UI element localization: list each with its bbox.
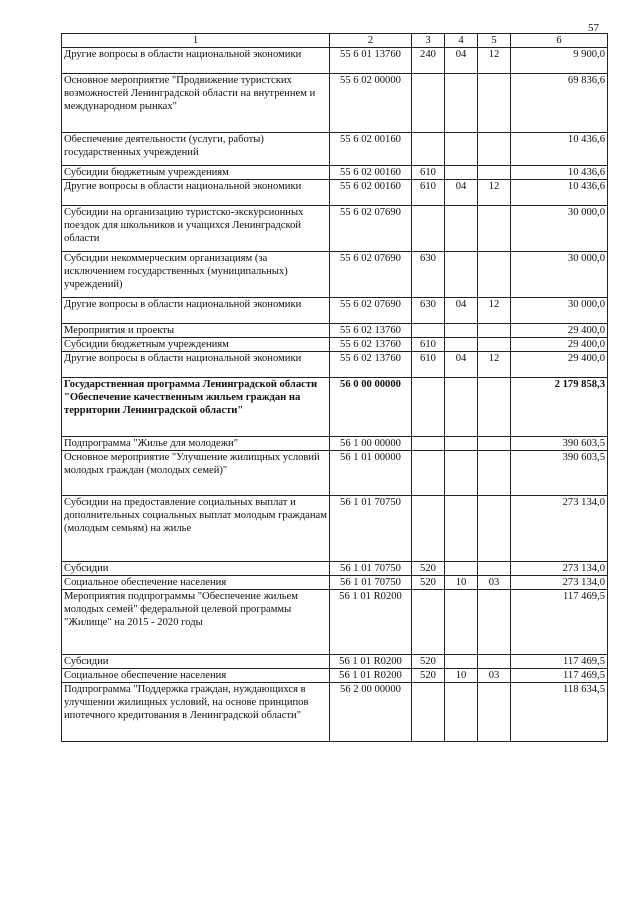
row-col-5: 12 bbox=[478, 180, 511, 206]
table-header-row bbox=[62, 34, 608, 48]
table-body bbox=[62, 48, 608, 742]
header-col-3: 3 bbox=[412, 34, 445, 48]
row-col-3 bbox=[412, 451, 445, 496]
row-amount: 273 134,0 bbox=[511, 496, 608, 562]
row-col-4 bbox=[445, 166, 478, 180]
row-code: 56 1 01 R0200 bbox=[330, 669, 412, 683]
table-row bbox=[62, 133, 608, 166]
row-amount: 273 134,0 bbox=[511, 562, 608, 576]
row-code: 55 6 02 00160 bbox=[330, 133, 412, 166]
row-col-5 bbox=[478, 252, 511, 298]
row-col-3: 610 bbox=[412, 338, 445, 352]
row-amount: 117 469,5 bbox=[511, 669, 608, 683]
row-col-3: 630 bbox=[412, 252, 445, 298]
row-col-5 bbox=[478, 562, 511, 576]
row-col-5 bbox=[478, 378, 511, 437]
row-col-3 bbox=[412, 74, 445, 133]
row-col-5: 03 bbox=[478, 669, 511, 683]
table-row bbox=[62, 298, 608, 324]
row-col-4: 04 bbox=[445, 298, 478, 324]
row-name: Субсидии на предоставление социальных выплат и дополнительных социальных выплат молодым гражданам (молодым семьям) на жилье bbox=[62, 496, 330, 562]
row-col-5 bbox=[478, 451, 511, 496]
row-col-4: 04 bbox=[445, 48, 478, 74]
row-name: Социальное обеспечение населения bbox=[62, 669, 330, 683]
row-code: 55 6 02 00160 bbox=[330, 180, 412, 206]
row-col-3 bbox=[412, 683, 445, 742]
row-code: 56 1 01 70750 bbox=[330, 496, 412, 562]
row-name: Другие вопросы в области национальной экономики bbox=[62, 298, 330, 324]
row-code: 55 6 02 07690 bbox=[330, 298, 412, 324]
table-row bbox=[62, 669, 608, 683]
header-col-1: 1 bbox=[62, 34, 330, 48]
row-col-3 bbox=[412, 437, 445, 451]
row-col-5: 12 bbox=[478, 352, 511, 378]
row-amount: 10 436,6 bbox=[511, 133, 608, 166]
row-col-5 bbox=[478, 437, 511, 451]
row-col-3 bbox=[412, 496, 445, 562]
row-col-3: 520 bbox=[412, 562, 445, 576]
row-code: 56 1 01 R0200 bbox=[330, 655, 412, 669]
table-row bbox=[62, 562, 608, 576]
row-col-3: 520 bbox=[412, 669, 445, 683]
row-amount: 390 603,5 bbox=[511, 451, 608, 496]
table-row bbox=[62, 166, 608, 180]
row-name: Подпрограмма "Жилье для молодежи" bbox=[62, 437, 330, 451]
row-col-4: 04 bbox=[445, 352, 478, 378]
table-row bbox=[62, 576, 608, 590]
row-col-3: 610 bbox=[412, 180, 445, 206]
row-col-4 bbox=[445, 74, 478, 133]
row-col-4 bbox=[445, 590, 478, 655]
row-amount: 10 436,6 bbox=[511, 180, 608, 206]
row-name: Субсидии bbox=[62, 562, 330, 576]
row-col-4 bbox=[445, 496, 478, 562]
row-name: Субсидии bbox=[62, 655, 330, 669]
row-code: 56 0 00 00000 bbox=[330, 378, 412, 437]
page-number: 57 bbox=[588, 22, 599, 34]
row-code: 56 1 01 R0200 bbox=[330, 590, 412, 655]
row-name: Подпрограмма "Поддержка граждан, нуждающихся в улучшении жилищных условий, на основе принципов ипотечного кредитования в Ленинградской области" bbox=[62, 683, 330, 742]
row-amount: 30 000,0 bbox=[511, 252, 608, 298]
row-amount: 10 436,6 bbox=[511, 166, 608, 180]
row-col-3: 520 bbox=[412, 576, 445, 590]
row-amount: 30 000,0 bbox=[511, 206, 608, 252]
row-col-3 bbox=[412, 133, 445, 166]
row-col-4 bbox=[445, 562, 478, 576]
row-col-5: 12 bbox=[478, 298, 511, 324]
row-code: 55 6 02 00160 bbox=[330, 166, 412, 180]
row-name: Субсидии бюджетным учреждениям bbox=[62, 338, 330, 352]
row-name: Государственная программа Ленинградской области "Обеспечение качественным жильем граждан на территории Ленинградской области" bbox=[62, 378, 330, 437]
table-row bbox=[62, 378, 608, 437]
row-amount: 118 634,5 bbox=[511, 683, 608, 742]
table-row bbox=[62, 338, 608, 352]
table-row bbox=[62, 206, 608, 252]
table-row bbox=[62, 48, 608, 74]
row-code: 56 1 01 00000 bbox=[330, 451, 412, 496]
row-code: 55 6 01 13760 bbox=[330, 48, 412, 74]
budget-table bbox=[61, 33, 608, 742]
row-col-4: 04 bbox=[445, 180, 478, 206]
row-name: Социальное обеспечение населения bbox=[62, 576, 330, 590]
row-col-5 bbox=[478, 496, 511, 562]
row-col-3 bbox=[412, 590, 445, 655]
row-code: 55 6 02 13760 bbox=[330, 338, 412, 352]
row-code: 55 6 02 13760 bbox=[330, 324, 412, 338]
row-col-3: 610 bbox=[412, 352, 445, 378]
row-col-3: 240 bbox=[412, 48, 445, 74]
row-amount: 117 469,5 bbox=[511, 655, 608, 669]
row-col-4 bbox=[445, 683, 478, 742]
row-col-3: 520 bbox=[412, 655, 445, 669]
row-col-3: 630 bbox=[412, 298, 445, 324]
row-amount: 69 836,6 bbox=[511, 74, 608, 133]
table-row bbox=[62, 74, 608, 133]
row-col-4: 10 bbox=[445, 669, 478, 683]
row-col-5 bbox=[478, 324, 511, 338]
row-col-4 bbox=[445, 451, 478, 496]
row-col-4 bbox=[445, 655, 478, 669]
row-col-3 bbox=[412, 324, 445, 338]
row-code: 55 6 02 00000 bbox=[330, 74, 412, 133]
row-amount: 29 400,0 bbox=[511, 352, 608, 378]
row-amount: 30 000,0 bbox=[511, 298, 608, 324]
row-code: 56 1 00 00000 bbox=[330, 437, 412, 451]
row-name: Другие вопросы в области национальной экономики bbox=[62, 352, 330, 378]
table-row bbox=[62, 590, 608, 655]
row-amount: 9 900,0 bbox=[511, 48, 608, 74]
row-name: Другие вопросы в области национальной экономики bbox=[62, 180, 330, 206]
row-name: Субсидии на организацию туристско-экскурсионных поездок для школьников и учащихся Ленинградской области bbox=[62, 206, 330, 252]
row-name: Мероприятия и проекты bbox=[62, 324, 330, 338]
row-code: 55 6 02 07690 bbox=[330, 252, 412, 298]
row-code: 56 1 01 70750 bbox=[330, 576, 412, 590]
row-col-5: 03 bbox=[478, 576, 511, 590]
row-name: Основное мероприятие "Улучшение жилищных условий молодых граждан (молодых семей)" bbox=[62, 451, 330, 496]
row-code: 56 1 01 70750 bbox=[330, 562, 412, 576]
row-amount: 273 134,0 bbox=[511, 576, 608, 590]
table-row bbox=[62, 496, 608, 562]
row-name: Основное мероприятие "Продвижение туристских возможностей Ленинградской области на внутреннем и международном рынках" bbox=[62, 74, 330, 133]
row-name: Другие вопросы в области национальной экономики bbox=[62, 48, 330, 74]
table-row bbox=[62, 683, 608, 742]
row-col-4 bbox=[445, 338, 478, 352]
row-amount: 29 400,0 bbox=[511, 338, 608, 352]
row-amount: 117 469,5 bbox=[511, 590, 608, 655]
row-col-4 bbox=[445, 133, 478, 166]
row-col-5 bbox=[478, 338, 511, 352]
row-col-4 bbox=[445, 252, 478, 298]
row-col-5 bbox=[478, 166, 511, 180]
row-name: Мероприятия подпрограммы "Обеспечение жильем молодых семей" федеральной целевой программы "Жилище" на 2015 - 2020 годы bbox=[62, 590, 330, 655]
table-row bbox=[62, 180, 608, 206]
row-col-5: 12 bbox=[478, 48, 511, 74]
table-row bbox=[62, 437, 608, 451]
table-row bbox=[62, 451, 608, 496]
table-row bbox=[62, 352, 608, 378]
row-name: Субсидии некоммерческим организациям (за исключением государственных (муниципальных) учреждений) bbox=[62, 252, 330, 298]
table-row bbox=[62, 324, 608, 338]
row-code: 55 6 02 13760 bbox=[330, 352, 412, 378]
row-col-5 bbox=[478, 206, 511, 252]
row-col-5 bbox=[478, 683, 511, 742]
row-col-4 bbox=[445, 437, 478, 451]
row-col-5 bbox=[478, 655, 511, 669]
row-col-3 bbox=[412, 378, 445, 437]
header-col-2: 2 bbox=[330, 34, 412, 48]
header-col-4: 4 bbox=[445, 34, 478, 48]
row-code: 56 2 00 00000 bbox=[330, 683, 412, 742]
row-amount: 390 603,5 bbox=[511, 437, 608, 451]
row-col-4 bbox=[445, 378, 478, 437]
header-col-6: 6 bbox=[511, 34, 608, 48]
row-amount: 2 179 858,3 bbox=[511, 378, 608, 437]
row-code: 55 6 02 07690 bbox=[330, 206, 412, 252]
row-col-4: 10 bbox=[445, 576, 478, 590]
row-col-4 bbox=[445, 206, 478, 252]
row-col-5 bbox=[478, 590, 511, 655]
row-col-4 bbox=[445, 324, 478, 338]
row-col-5 bbox=[478, 133, 511, 166]
row-name: Субсидии бюджетным учреждениям bbox=[62, 166, 330, 180]
table-row bbox=[62, 655, 608, 669]
row-col-5 bbox=[478, 74, 511, 133]
row-col-3 bbox=[412, 206, 445, 252]
row-amount: 29 400,0 bbox=[511, 324, 608, 338]
row-name: Обеспечение деятельности (услуги, работы) государственных учреждений bbox=[62, 133, 330, 166]
table-row bbox=[62, 252, 608, 298]
header-col-5: 5 bbox=[478, 34, 511, 48]
row-col-3: 610 bbox=[412, 166, 445, 180]
